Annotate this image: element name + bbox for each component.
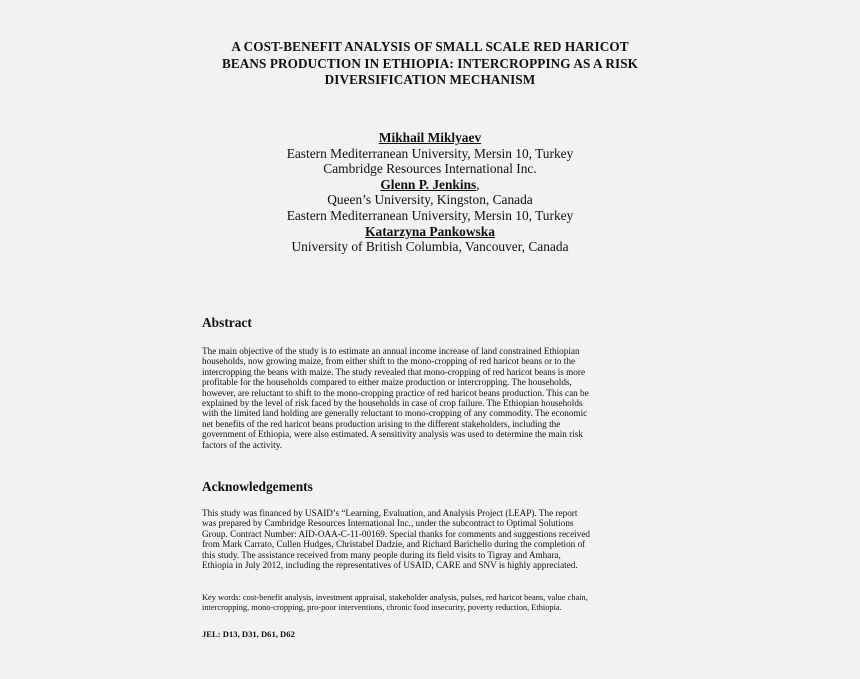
abstract-line: households, now growing maize, from either shift to the mono-cropping of red haricot beans or to the — [202, 356, 576, 367]
abstract-line: explained by the level of risk faced by the households in case of crop failure. The Ethiopian households — [202, 398, 583, 409]
keywords-line: Key words: cost-benefit analysis, investment appraisal, stakeholder analysis, pulses, red haricot beans, value chain, — [202, 593, 588, 602]
abstract-line: government of Ethiopia, were also estimated. A sensitivity analysis was used to determine the main risk — [202, 429, 583, 440]
title-line: DIVERSIFICATION MECHANISM — [324, 72, 536, 87]
keywords — [202, 593, 662, 614]
author-affiliation: Eastern Mediterranean University, Mersin 10, Turkey — [286, 207, 574, 223]
title-line: A COST-BENEFIT ANALYSIS OF SMALL SCALE RED HARICOT — [231, 39, 629, 54]
paper-title — [150, 39, 710, 89]
jel-codes: JEL: D13, D31, D61, D62 — [202, 629, 295, 639]
abstract-line: The main objective of the study is to estimate an annual income increase of land constrained Ethiopian — [202, 346, 580, 356]
acknowledgements-body — [202, 508, 662, 570]
abstract-line: profitable for the households compared to either maize production or intercropping. The households, — [202, 377, 572, 388]
abstract-heading: Abstract — [202, 315, 252, 330]
acknowledgements-heading: Acknowledgements — [202, 479, 313, 494]
acknowledgements-line: this study. The assistance received from many people during its field visits to Tigray and Amhara, — [202, 549, 561, 560]
acknowledgements-line: from Mark Carrato, Cullen Hudges, Christabel Dadzie, and Richard Barichello during the completion of — [202, 539, 586, 550]
abstract-line: intercropping the beans with maize. The study revealed that mono-cropping of red haricot beans is more — [202, 366, 586, 377]
abstract-body — [202, 346, 662, 450]
acknowledgements-line: was prepared by Cambridge Resources International Inc., under the subcontract to Optimal Solutions — [202, 518, 574, 529]
abstract-line: with the limited land holding are generally reluctant to mono-cropping of any commodity. The economic — [202, 408, 588, 419]
author-name: Glenn P. Jenkins — [380, 176, 477, 192]
author-affiliation: Queen’s University, Kingston, Canada — [327, 192, 533, 208]
author-affiliation: Cambridge Resources International Inc. — [323, 161, 537, 177]
acknowledgements-line: Ethiopia in July 2012, including the representatives of USAID, CARE and SNV is highly appreciated. — [202, 560, 578, 571]
author-name-suffix: , — [476, 176, 480, 192]
acknowledgements-line: This study was financed by USAID’s “Learning, Evaluation, and Analysis Project (LEAP). The report — [202, 508, 578, 518]
author-affiliation: Eastern Mediterranean University, Mersin 10, Turkey — [286, 145, 574, 161]
keywords-line: intercropping, mono-cropping, pro-poor interventions, chronic food insecurity, poverty reduction, Ethiopia. — [202, 603, 562, 613]
acknowledgements-line: Group. Contract Number: AID-OAA-C-11-00169. Special thanks for comments and suggestions received — [202, 528, 591, 539]
author-affiliation: University of British Columbia, Vancouver, Canada — [291, 239, 569, 255]
author-name: Mikhail Miklyaev — [378, 130, 482, 145]
author-name: Katarzyna Pankowska — [365, 223, 495, 239]
author-block — [180, 130, 680, 255]
abstract-line: however, are reluctant to shift to the mono-cropping practice of red haricot beans production. This can be — [202, 387, 589, 398]
title-line: BEANS PRODUCTION IN ETHIOPIA: INTERCROPPING AS A RISK — [221, 55, 638, 71]
abstract-line: factors of the activity. — [202, 439, 283, 450]
abstract-line: net benefits of the red haricot beans production arising to the different stakeholders, including the — [202, 418, 561, 429]
